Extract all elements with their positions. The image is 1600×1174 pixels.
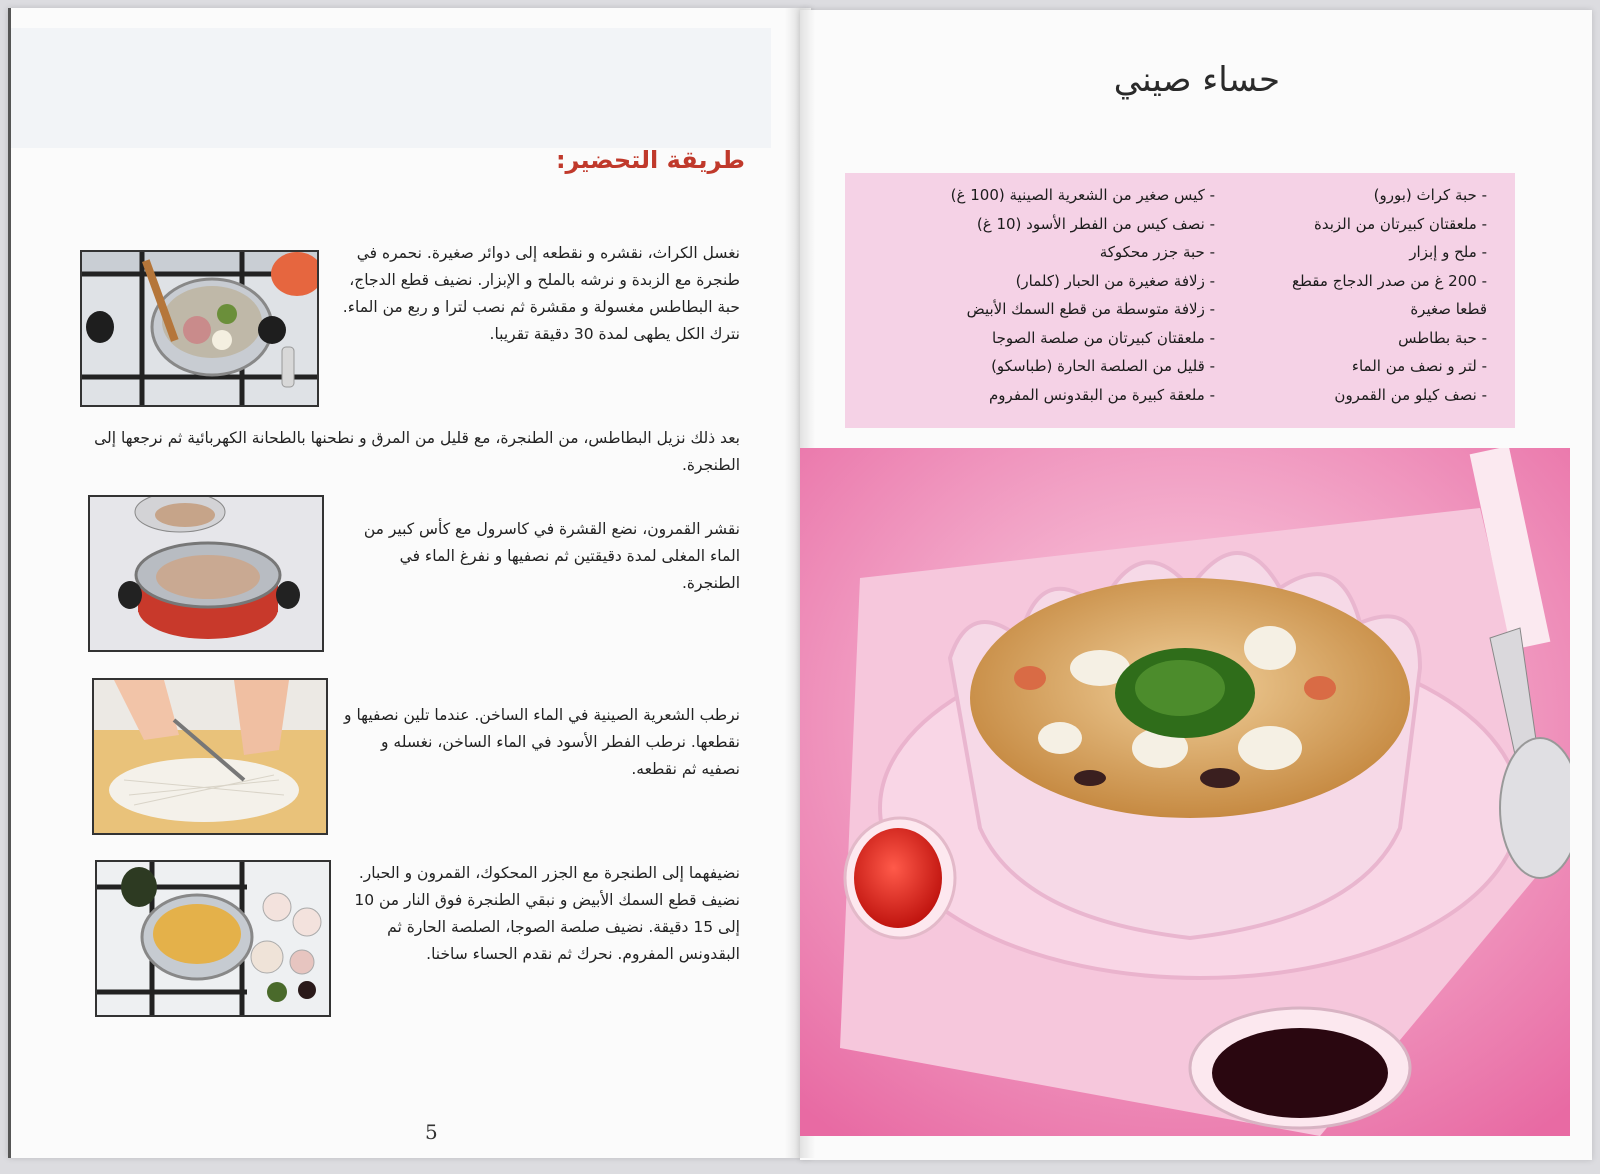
photo-chinese-soup xyxy=(800,448,1570,1136)
ingredient-item: - ملح و إبزار xyxy=(1409,243,1487,261)
ingredient-item: - كيس صغير من الشعرية الصينية (100 غ) xyxy=(950,186,1215,204)
photo-leek-pot xyxy=(80,250,319,407)
ingredient-item: - نصف كيلو من القمرون xyxy=(1334,385,1487,404)
ingredient-item: - حبة جزر محكوكة xyxy=(1099,243,1215,261)
ingredient-item: - قليل من الصلصة الحارة (طباسكو) xyxy=(991,357,1215,375)
step-3-text: نقشر القمرون، نضع القشرة في كاسرول مع كأس كبير من الماء المغلى لمدة دقيقتين ثم نصفيها و نفرغ الماء في الطنجرة. xyxy=(363,520,740,592)
ingredient-item: - ملعقتان كبيرتان من صلصة الصوجا xyxy=(992,328,1215,347)
ingredient-item: - ملعقتان كبيرتان من الزبدة xyxy=(1313,214,1487,233)
photo-cutting-noodles xyxy=(92,678,328,835)
step-2-text: بعد ذلك نزيل البطاطس، من الطنجرة، مع قليل من المرق و نطحنها بالطحانة الكهربائية ثم نرجعها إلى الطنجرة. xyxy=(94,429,740,474)
photo-stove-bowls xyxy=(95,860,331,1017)
step-1-text: نغسل الكراث، نقشره و نقطعه إلى دوائر صغيرة. نحمره في طنجرة مع الزبدة و نرشه بالملح و الإبزار. نضيف قطع الدجاج، حبة البطاطس مغسولة و مقشرة ثم نصب لترا و ربع من الماء. نترك الكل يطهى لمدة 30 دقيقة تقريبا. xyxy=(342,244,740,343)
preparation-method-title: طريقة التحضير: xyxy=(555,146,745,174)
ingredient-item: - 200 غ من صدر الدجاج مقطع xyxy=(1292,271,1487,290)
ingredient-item: - حبة بطاطس xyxy=(1398,328,1487,347)
step-4-text: نرطب الشعرية الصينية في الماء الساخن. عندما تلين نصفيها و نقطعها. نرطب الفطر الأسود في الماء الساخن، نغسله و نصفيه ثم نقطعه. xyxy=(344,706,740,778)
ingredient-item: قطعا صغيرة xyxy=(1410,300,1487,318)
ingredient-item: - زلافة متوسطة من قطع السمك الأبيض xyxy=(966,300,1215,318)
ingredient-item: - نصف كيس من الفطر الأسود (10 غ) xyxy=(976,214,1215,233)
page-number: 5 xyxy=(425,1120,438,1144)
ingredient-item: - حبة كراث (بورو) xyxy=(1373,186,1487,204)
ingredient-item: - لتر و نصف من الماء xyxy=(1351,357,1487,375)
step-5-text: نضيفهما إلى الطنجرة مع الجزر المحكوك، القمرون و الحبار. نضيف قطع السمك الأبيض و نبقي الطنجرة فوق النار من 10 إلى 15 دقيقة. نضيف صلصة الصوجا، الصلصة الحارة ثم البقدونس المفروم. نحرك ثم نقدم الحساء ساخنا. xyxy=(354,864,740,963)
bleed-through xyxy=(11,28,771,148)
ingredient-item: - زلافة صغيرة من الحبار (كلمار) xyxy=(1015,271,1215,290)
photo-shrimp-pot xyxy=(88,495,324,652)
ingredient-item: - ملعقة كبيرة من البقدونس المفروم xyxy=(989,385,1215,404)
ingredients-box xyxy=(845,173,1515,428)
recipe-title: حساء صيني xyxy=(1113,60,1280,100)
ingredients-right-column xyxy=(1292,181,1487,409)
ingredients-left-column xyxy=(951,181,1215,409)
